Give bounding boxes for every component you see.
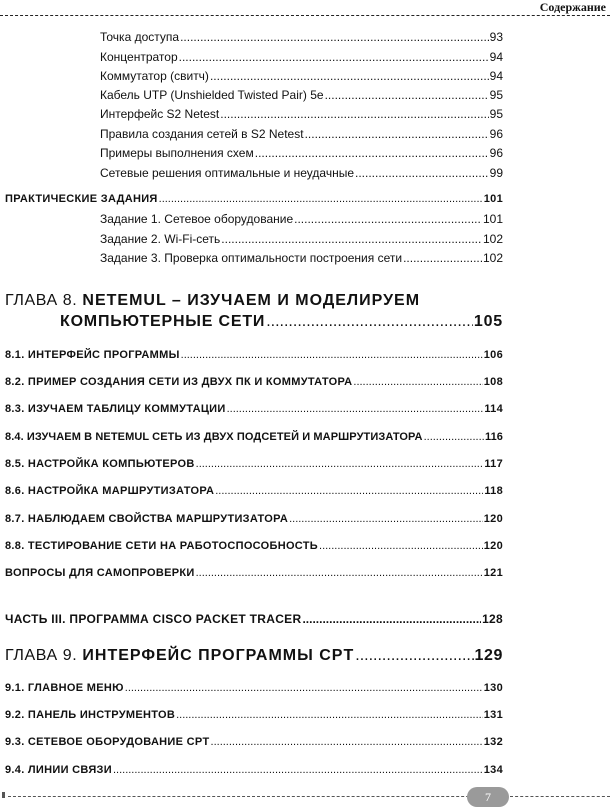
leader-dots [221,232,482,246]
toc-entry-title: Задание 3. Проверка оптимальности построения сети [100,251,403,265]
footer-corner-mark [2,792,5,798]
toc-section [5,431,503,443]
toc-part [5,612,503,626]
toc-section-page: 132 [483,736,503,748]
toc-entry [100,69,503,83]
chapter-9-heading [5,647,503,665]
leader-dots [113,764,483,776]
toc-section-page: 117 [484,458,503,470]
toc-section-page: 120 [483,513,503,525]
leader-dots [325,88,489,102]
page-number: 7 [485,790,491,804]
toc-entry [100,30,503,44]
toc-entry-title: Правила создания сетей в S2 Netest [100,127,304,141]
leader-dots [179,50,489,64]
toc-entry-title: Задание 1. Сетевое оборудование [100,212,294,226]
toc-section [5,682,503,694]
toc-section [5,458,503,470]
page-number-tab [467,787,509,807]
toc-section-page: 106 [483,349,503,361]
toc-section [5,403,503,415]
toc-section-page: 130 [483,682,503,694]
toc-part-title: ЧАСТЬ III. ПРОГРАММА CISCO PACKET TRACER [5,612,302,626]
toc-entry-title: Кабель UTP (Unshielded Twisted Pair) 5e [100,88,324,102]
chapter-9-page: 129 [474,647,503,664]
leader-dots [196,458,484,470]
toc-entry-title: Задание 2. Wi-Fi-сеть [100,232,221,246]
chapter-8-page: 105 [473,313,503,330]
toc-entry-page: 94 [489,69,503,83]
toc-entry-title: Коммутатор (свитч) [100,69,209,83]
leader-dots [180,30,489,44]
toc-section-page: 118 [484,485,503,497]
toc-section [5,540,503,552]
chapter-8-title-line1: NETEMUL – ИЗУЧАЕМ И МОДЕЛИРУЕМ [82,292,421,309]
toc-section-page: 108 [483,376,503,388]
toc-entry [100,88,503,102]
toc-section-title: 8.8. ТЕСТИРОВАНИЕ СЕТИ НА РАБОТОСПОСОБНОСТЬ [5,540,319,552]
toc-entry-title: Точка доступа [100,30,180,44]
chapter-9-prefix: ГЛАВА 9. [5,647,78,664]
toc-entry-title: Интерфейс S2 Netest [100,107,220,121]
toc-entry [100,127,503,141]
leader-dots [294,212,482,226]
toc-entry-page: 96 [489,127,503,141]
leader-dots [159,193,483,205]
chapter-8-prefix: ГЛАВА 8. [5,292,78,309]
leader-dots [305,127,489,141]
toc-section-page: 116 [484,431,503,443]
leader-dots [424,431,484,443]
toc-entry [100,166,503,180]
toc-entry-page: 94 [489,50,503,64]
toc-entry-title: Сетевые решения оптимальные и неудачные [100,166,354,180]
toc-entry [100,146,503,160]
toc-entry-page: 99 [489,166,503,180]
leader-dots [181,349,483,361]
leader-dots [196,567,483,579]
footer-divider [8,796,504,797]
toc-entry-page: 96 [489,146,503,160]
toc-section-title: 8.7. НАБЛЮДАЕМ СВОЙСТВА МАРШРУТИЗАТОРА [5,513,289,525]
toc-entry-page: 95 [489,88,503,102]
leader-dots [403,251,482,265]
leader-dots [220,107,488,121]
toc-entry-page: 102 [482,232,503,246]
leader-dots [266,313,473,331]
toc-section-title: 8.2. ПРИМЕР СОЗДАНИЯ СЕТИ ИЗ ДВУХ ПК И КОММУТАТОРА [5,376,353,388]
toc-section [5,376,503,388]
leader-dots [227,403,484,415]
toc-section [5,349,503,361]
toc-section-title: 8.1. ИНТЕРФЕЙС ПРОГРАММЫ [5,349,180,361]
toc-entry-page: 93 [489,30,503,44]
footer-divider-right [510,796,610,797]
leader-dots [355,647,473,665]
chapter-9-name: ИНТЕРФЕЙС ПРОГРАММЫ CPT [82,647,355,664]
chapter-8-heading-line2 [60,313,503,331]
toc-section-title: 9.2. ПАНЕЛЬ ИНСТРУМЕНТОВ [5,709,176,721]
toc-section-page: 131 [483,709,503,721]
leader-dots [319,540,483,552]
toc-section-title: 8.6. НАСТРОЙКА МАРШРУТИЗАТОРА [5,485,215,497]
toc-entry-page: 102 [482,251,503,265]
toc-section-title: 8.4. ИЗУЧАЕМ В NETEMUL СЕТЬ ИЗ ДВУХ ПОДСЕТЕЙ И МАРШРУТИЗАТОРА [5,431,423,443]
toc-entry-title: Концентратор [100,50,178,64]
chapter-8-title-line2: КОМПЬЮТЕРНЫЕ СЕТИ [60,313,266,330]
toc-section [5,485,503,497]
toc-section-page: 121 [483,567,503,579]
running-header-title: Содержание [539,0,606,14]
toc-entry-page: 101 [482,212,503,226]
toc-section-title: 9.1. ГЛАВНОЕ МЕНЮ [5,682,124,694]
toc-section-title: 9.3. СЕТЕВОЕ ОБОРУДОВАНИЕ CPT [5,736,210,748]
toc-section-title: ПРАКТИЧЕСКИЕ ЗАДАНИЯ [5,193,158,205]
toc-section-title: ВОПРОСЫ ДЛЯ САМОПРОВЕРКИ [5,567,195,579]
toc-entry-title: Примеры выполнения схем [100,146,254,160]
toc-section [5,736,503,748]
toc-section [5,709,503,721]
toc-section [5,764,503,776]
leader-dots [176,709,483,721]
toc-section [5,513,503,525]
toc-section-title: 9.4. ЛИНИИ СВЯЗИ [5,764,112,776]
leader-dots [355,166,489,180]
leader-dots [215,485,483,497]
chapter-9-title [5,647,354,665]
toc-entry [100,50,503,64]
toc-section-page: 134 [483,764,503,776]
toc-section-title: 8.3. ИЗУЧАЕМ ТАБЛИЦУ КОММУТАЦИИ [5,403,226,415]
leader-dots [302,612,481,626]
leader-dots [125,682,483,694]
toc-section [5,567,503,579]
leader-dots [255,146,489,160]
toc-entry [100,232,503,246]
leader-dots [210,69,489,83]
leader-dots [353,376,482,388]
toc-section-page: 120 [483,540,503,552]
leader-dots [289,513,483,525]
toc-entry [100,212,503,226]
toc-section-title: 8.5. НАСТРОЙКА КОМПЬЮТЕРОВ [5,458,195,470]
chapter-8-heading-line1 [5,292,420,310]
toc-section-page: 114 [484,403,503,415]
toc-section [5,193,503,205]
toc-part-page: 128 [482,612,503,626]
toc-entry-page: 95 [489,107,503,121]
toc-section-page: 101 [483,193,503,205]
toc-entry [100,251,503,265]
leader-dots [211,736,483,748]
toc-entry [100,107,503,121]
header-divider [0,15,610,16]
